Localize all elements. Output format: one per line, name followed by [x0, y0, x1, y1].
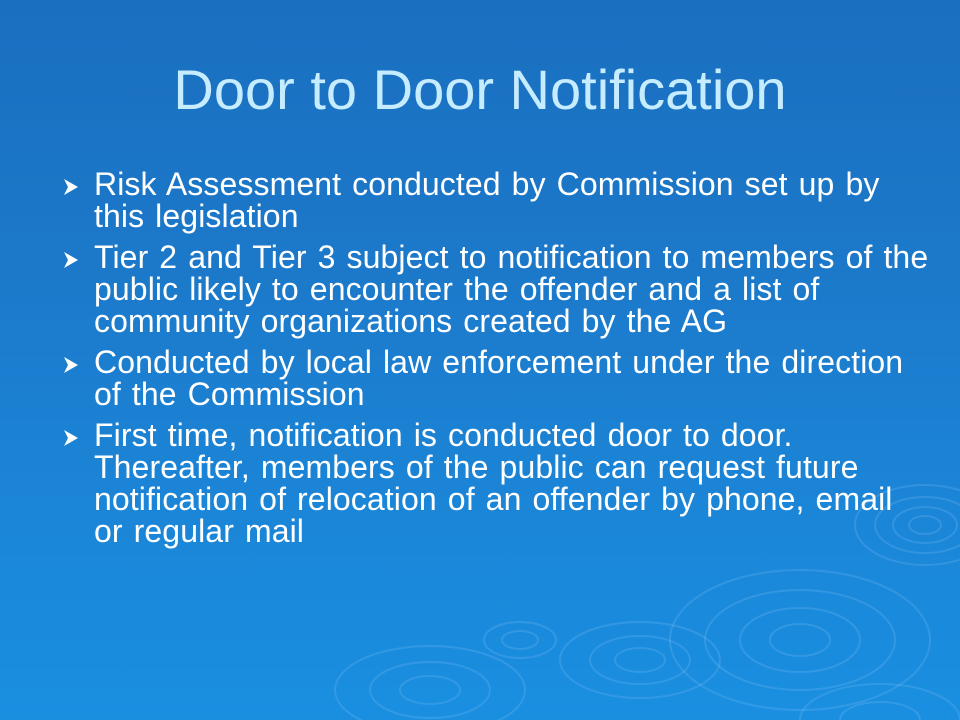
arrowhead-bullet-icon	[62, 250, 80, 270]
bullet-text: First time, notification is conducted door to door. Thereafter, members of the public can request future notification of relocation of an offender by phone, email or regular mail	[94, 417, 893, 549]
arrowhead-bullet-icon	[62, 177, 80, 197]
bullet-item	[62, 346, 932, 410]
bullet-text: Tier 2 and Tier 3 subject to notification to members of the public likely to encounter the offender and a list of community organizations created by the AG	[94, 239, 929, 339]
bullet-text: Risk Assessment conducted by Commission set up by this legislation	[94, 166, 880, 234]
bullet-item	[62, 241, 932, 337]
bullet-item	[62, 419, 932, 547]
slide-title: Door to Door Notification	[173, 58, 787, 121]
arrowhead-bullet-icon	[62, 355, 80, 375]
bullet-item	[62, 168, 932, 232]
bullet-text: Conducted by local law enforcement under the direction of the Commission	[94, 344, 904, 412]
arrowhead-bullet-icon	[62, 428, 80, 448]
bullet-list	[62, 168, 932, 556]
